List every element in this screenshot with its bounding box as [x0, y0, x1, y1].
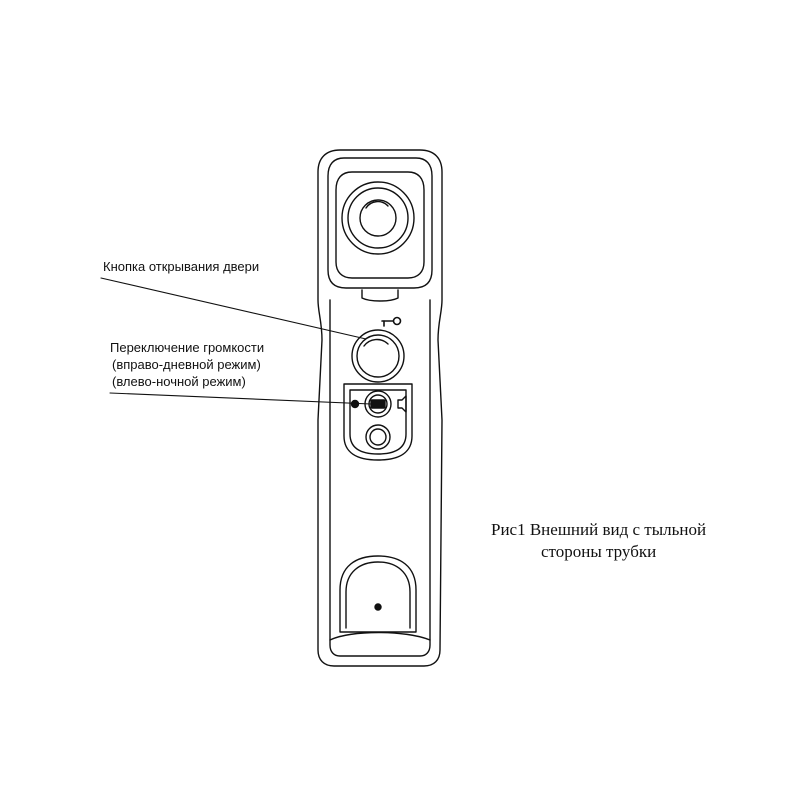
figure-caption-line-2: стороны трубки	[541, 542, 657, 561]
microphone-hole	[375, 604, 381, 610]
speaker-module	[328, 158, 432, 288]
volume-switch-label: Переключение громкости	[110, 340, 265, 355]
handset-body-inner	[330, 300, 430, 656]
latch	[362, 290, 398, 301]
lower-button[interactable]	[366, 425, 390, 449]
camera-lens-icon	[342, 182, 414, 254]
bottom-arch	[340, 556, 416, 632]
volume-day-mode-label: (вправо-дневной режим)	[112, 357, 261, 372]
door-button-label: Кнопка открывания двери	[103, 259, 260, 274]
volume-night-mode-label: (влево-ночной режим)	[112, 374, 246, 389]
speaker-volume-icon	[398, 396, 406, 412]
door-button-leader	[101, 278, 366, 339]
bottom-arch-inner	[346, 562, 410, 628]
night-mode-icon	[352, 401, 359, 408]
bottom-cap	[330, 633, 430, 641]
figure-caption-line-1: Рис1 Внешний вид с тыльной	[491, 520, 707, 539]
volume-switch-leader	[110, 393, 371, 404]
key-icon	[382, 318, 401, 327]
